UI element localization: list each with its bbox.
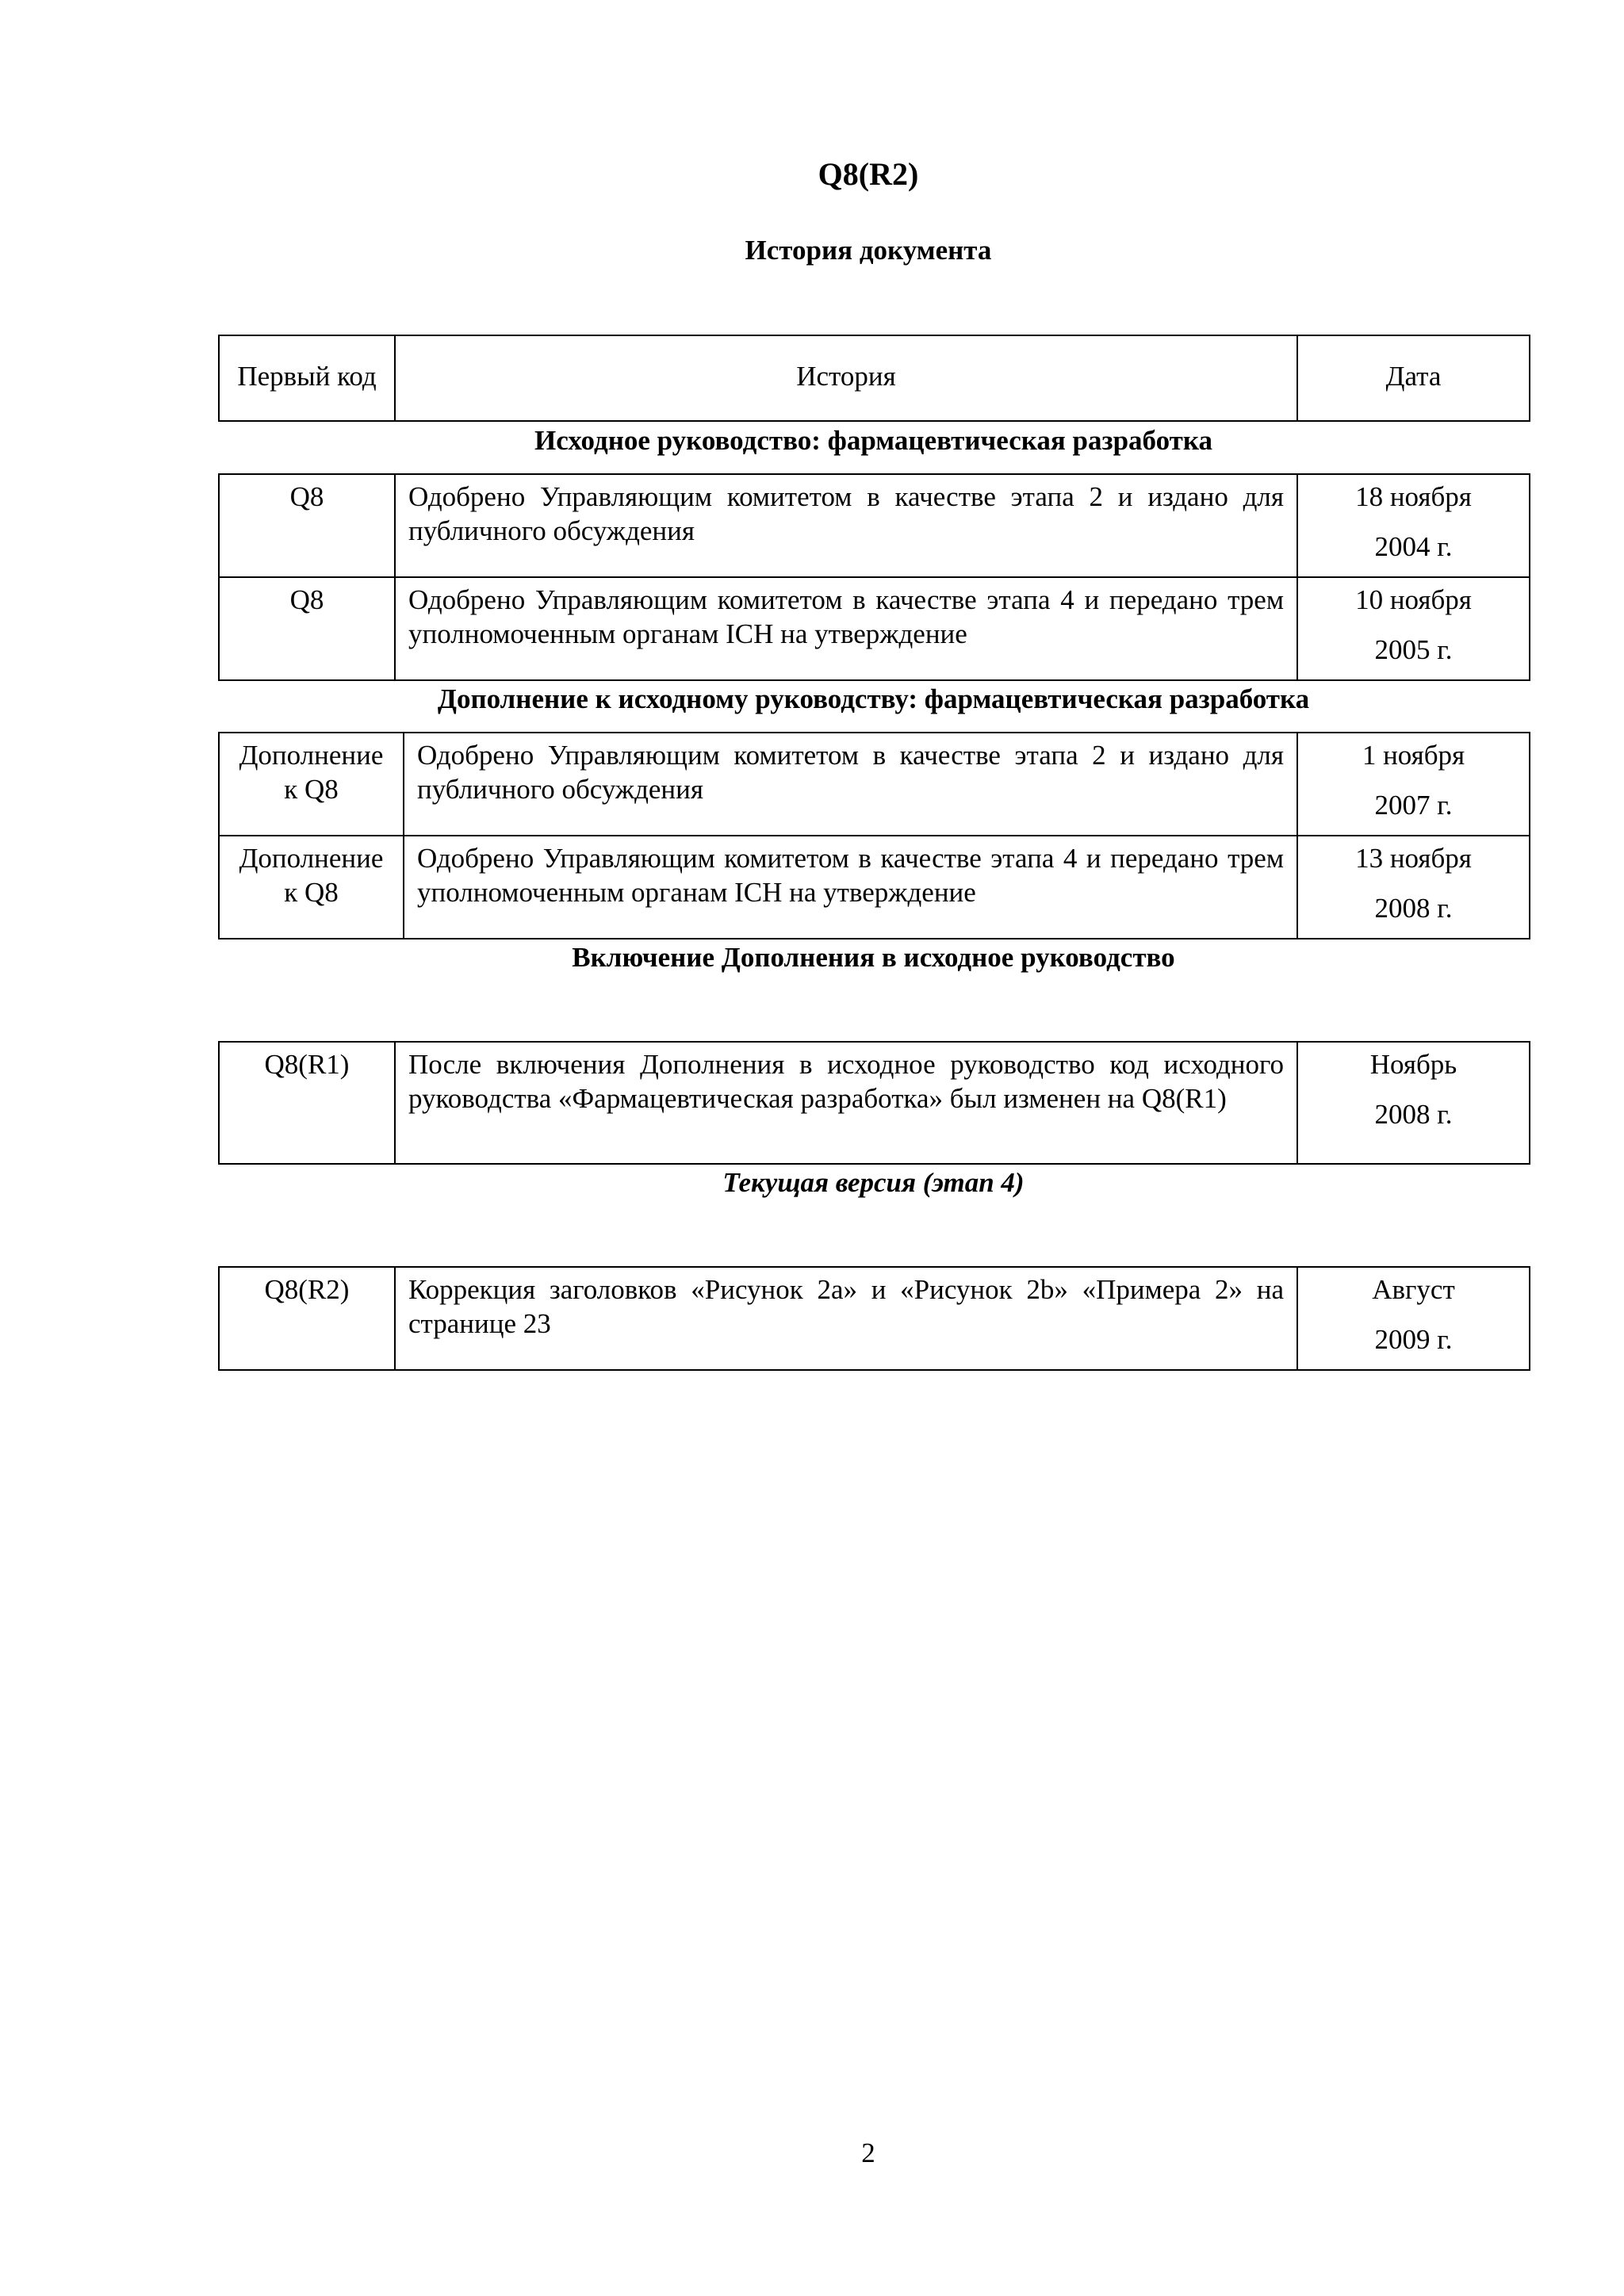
row-date-day: 13 ноября	[1355, 843, 1472, 874]
table-row	[219, 733, 1530, 836]
row-date	[1297, 733, 1530, 836]
section-heading-addendum: Дополнение к исходному руководству: фармацевтическая разработка	[437, 683, 1310, 714]
table-row	[219, 1042, 1530, 1164]
row-date-day: 10 ноября	[1355, 584, 1472, 615]
row-date	[1297, 1267, 1530, 1370]
section-table-inclusion	[218, 1041, 1530, 1165]
table-row	[219, 577, 1530, 680]
row-code: Q8(R1)	[219, 1042, 395, 1164]
table-row	[219, 474, 1530, 577]
row-code: Дополнение к Q8	[219, 836, 404, 939]
document-subtitle: История документа	[745, 235, 992, 266]
row-code: Q8	[219, 474, 395, 577]
section-heading-inclusion: Включение Дополнения в исходное руководство	[572, 942, 1175, 973]
document-title: Q8(R2)	[818, 156, 919, 192]
row-history: После включения Дополнения в исходное руководство код исходного руководства «Фармацевтическая разработка» был изменен на Q8(R1)	[395, 1042, 1297, 1164]
row-history: Одобрено Управляющим комитетом в качестве этапа 4 и передано трем уполномоченным органам ICH на утверждение	[395, 577, 1297, 680]
history-header-table	[218, 335, 1530, 422]
row-code: Q8	[219, 577, 395, 680]
row-date-year: 2004 г.	[1374, 531, 1453, 562]
row-code: Q8(R2)	[219, 1267, 395, 1370]
row-date-year: 2008 г.	[1374, 1099, 1453, 1130]
row-date-day: 1 ноября	[1362, 740, 1465, 771]
header-history: История	[395, 335, 1297, 421]
row-date	[1297, 474, 1530, 577]
row-date-day: Август	[1372, 1274, 1455, 1305]
row-date	[1297, 577, 1530, 680]
row-date-day: Ноябрь	[1369, 1049, 1457, 1080]
row-date-year: 2009 г.	[1374, 1324, 1453, 1355]
row-history: Коррекция заголовков «Рисунок 2a» и «Рисунок 2b» «Примера 2» на странице 23	[395, 1267, 1297, 1370]
row-history: Одобрено Управляющим комитетом в качестве этапа 2 и издано для публичного обсуждения	[395, 474, 1297, 577]
row-date	[1297, 836, 1530, 939]
section-table-addendum	[218, 732, 1530, 939]
table-row	[219, 836, 1530, 939]
page-number: 2	[861, 2137, 875, 2168]
table-row	[219, 1267, 1530, 1370]
section-table-current	[218, 1266, 1530, 1371]
section-heading-original: Исходное руководство: фармацевтическая разработка	[534, 425, 1212, 456]
row-date-year: 2008 г.	[1374, 893, 1453, 924]
row-date-year: 2007 г.	[1374, 790, 1453, 821]
row-date-day: 18 ноября	[1355, 481, 1472, 512]
section-heading-current: Текущая версия (этап 4)	[722, 1167, 1025, 1198]
row-date-year: 2005 г.	[1374, 634, 1453, 665]
header-code: Первый код	[219, 335, 395, 421]
header-date: Дата	[1297, 335, 1530, 421]
row-history: Одобрено Управляющим комитетом в качестве этапа 4 и передано трем уполномоченным органам ICH на утверждение	[404, 836, 1297, 939]
row-history: Одобрено Управляющим комитетом в качестве этапа 2 и издано для публичного обсуждения	[404, 733, 1297, 836]
section-table-original	[218, 473, 1530, 681]
row-code: Дополнение к Q8	[219, 733, 404, 836]
row-date	[1297, 1042, 1530, 1164]
header-row	[219, 335, 1530, 421]
